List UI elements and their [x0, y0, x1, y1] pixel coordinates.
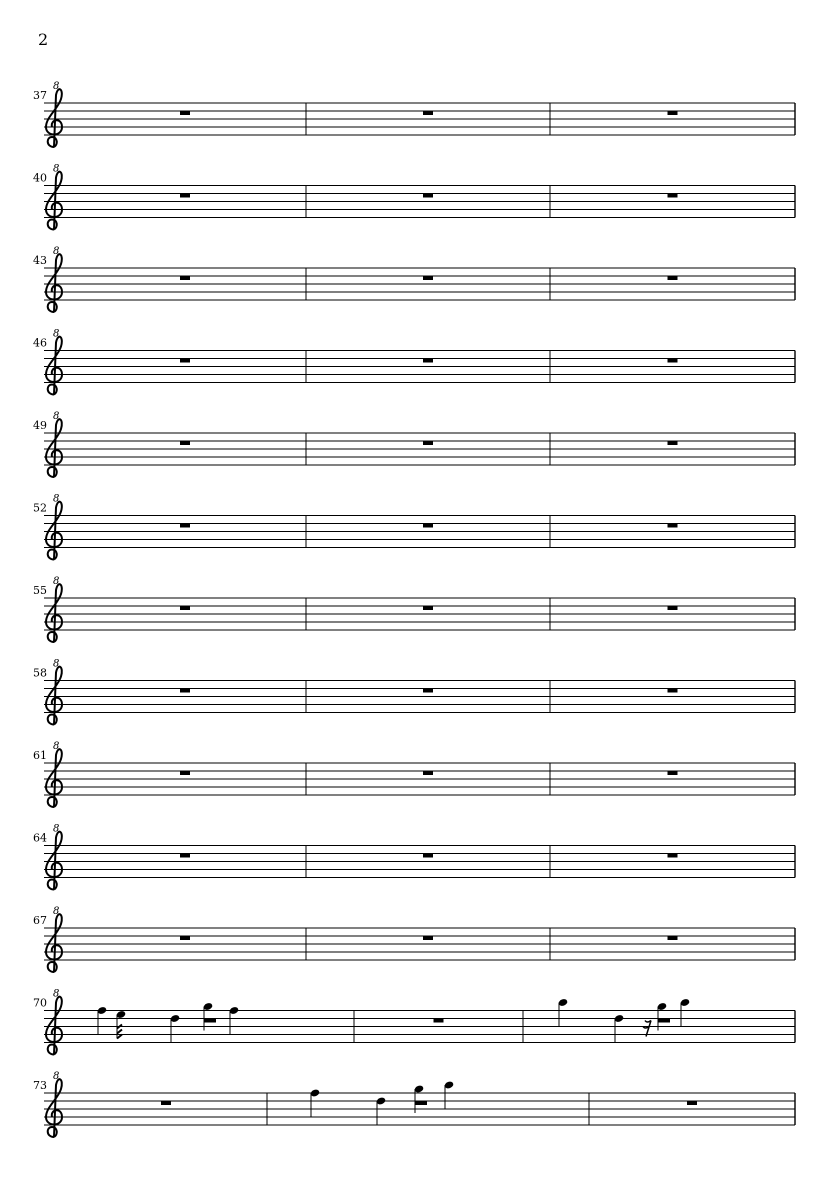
measure-number: 40 — [33, 171, 47, 185]
treble-clef-icon — [46, 494, 62, 560]
whole-rest — [161, 1101, 171, 1105]
octave-mark: 8 — [53, 246, 60, 257]
whole-rest — [180, 771, 190, 775]
treble-clef-icon — [46, 989, 62, 1055]
whole-rest — [434, 1019, 444, 1023]
whole-rest — [668, 276, 678, 280]
measure-number: 37 — [33, 89, 47, 102]
whole-rest — [668, 524, 678, 528]
clef-path — [46, 914, 62, 972]
staff-system — [33, 164, 795, 230]
octave-mark: 8 — [53, 163, 60, 175]
whole-rest — [687, 1101, 697, 1105]
measure-number: 64 — [33, 831, 47, 845]
inline-rest — [658, 1019, 670, 1023]
whole-rest — [423, 359, 433, 363]
staff-system — [33, 494, 795, 560]
octave-mark: 8 — [53, 658, 60, 670]
note — [558, 998, 568, 1027]
octave-mark: 8 — [53, 411, 60, 422]
octave-mark: 8 — [53, 493, 60, 505]
note — [444, 1080, 454, 1109]
staff-system — [33, 246, 795, 312]
measure-number: 67 — [33, 914, 47, 927]
whole-rest — [668, 936, 678, 940]
whole-rest — [668, 854, 678, 858]
whole-rest — [423, 276, 433, 280]
whole-rest — [423, 111, 433, 115]
treble-clef-icon — [46, 576, 62, 642]
staff-system — [33, 1071, 795, 1137]
staff-system — [33, 81, 795, 147]
staff-system — [33, 329, 795, 395]
clef-path — [46, 419, 62, 477]
whole-rest — [180, 359, 190, 363]
note — [170, 1014, 180, 1043]
whole-rest — [180, 524, 190, 528]
whole-rest — [668, 689, 678, 693]
measure-number: 46 — [33, 336, 47, 350]
octave-mark: 8 — [53, 328, 60, 340]
clef-path — [46, 172, 62, 230]
treble-clef-icon — [46, 164, 62, 230]
whole-rest — [668, 771, 678, 775]
clef-path — [46, 254, 62, 312]
measure-number: 58 — [33, 666, 47, 680]
clef-path — [46, 584, 62, 642]
whole-rest — [668, 606, 678, 610]
clef-path — [46, 1079, 62, 1137]
treble-clef-icon — [46, 906, 62, 972]
treble-clef-icon — [46, 81, 62, 147]
treble-clef-icon — [46, 411, 62, 477]
flag — [117, 1030, 122, 1034]
staff-system — [33, 576, 795, 642]
whole-rest — [423, 936, 433, 940]
octave-mark: 8 — [53, 906, 60, 917]
whole-rest — [668, 111, 678, 115]
whole-rest — [423, 524, 433, 528]
clef-path — [46, 337, 62, 395]
note — [229, 1006, 239, 1035]
treble-clef-icon — [46, 824, 62, 890]
staff-system — [33, 906, 795, 972]
measure-number: 73 — [33, 1079, 47, 1092]
whole-rest — [180, 689, 190, 693]
inline-rest — [204, 1019, 216, 1023]
clef-path — [46, 667, 62, 725]
whole-rest — [423, 689, 433, 693]
treble-clef-icon — [46, 741, 62, 807]
clef-path — [46, 832, 62, 890]
clef-path — [46, 502, 62, 560]
octave-mark: 8 — [53, 988, 60, 1000]
note — [376, 1096, 386, 1125]
whole-rest — [180, 606, 190, 610]
measure-number: 55 — [33, 584, 47, 597]
staff-system — [33, 824, 795, 890]
inline-rest — [415, 1101, 427, 1105]
note — [310, 1088, 320, 1117]
whole-rest — [423, 194, 433, 198]
octave-mark: 8 — [53, 576, 60, 587]
whole-rest — [668, 441, 678, 445]
measure-number: 43 — [33, 254, 47, 267]
whole-rest — [423, 606, 433, 610]
clef-path — [46, 997, 62, 1055]
whole-rest — [423, 771, 433, 775]
whole-rest — [180, 936, 190, 940]
whole-rest — [423, 441, 433, 445]
whole-rest — [180, 854, 190, 858]
clef-path — [46, 89, 62, 147]
whole-rest — [423, 854, 433, 858]
staff-system — [33, 741, 795, 807]
staff-system — [33, 411, 795, 477]
treble-clef-icon — [46, 246, 62, 312]
measure-number: 61 — [33, 749, 47, 762]
flag — [117, 1035, 122, 1039]
whole-rest — [180, 111, 190, 115]
octave-mark: 8 — [53, 81, 60, 92]
whole-rest — [668, 359, 678, 363]
staff-system — [33, 989, 795, 1055]
treble-clef-icon — [46, 1071, 62, 1137]
measure-number: 49 — [33, 419, 47, 432]
whole-rest — [180, 276, 190, 280]
staff-system — [33, 659, 795, 725]
octave-mark: 8 — [53, 741, 60, 752]
octave-mark: 8 — [53, 823, 60, 835]
note — [97, 1006, 107, 1035]
note — [680, 998, 690, 1027]
whole-rest — [180, 441, 190, 445]
clef-path — [46, 749, 62, 807]
measure-number: 70 — [33, 996, 47, 1010]
whole-rest — [180, 194, 190, 198]
page-number: 2 — [38, 30, 49, 49]
whole-rest — [668, 194, 678, 198]
treble-clef-icon — [46, 329, 62, 395]
octave-mark: 8 — [53, 1071, 60, 1082]
measure-number: 52 — [33, 501, 47, 515]
note — [614, 1014, 624, 1043]
treble-clef-icon — [46, 659, 62, 725]
